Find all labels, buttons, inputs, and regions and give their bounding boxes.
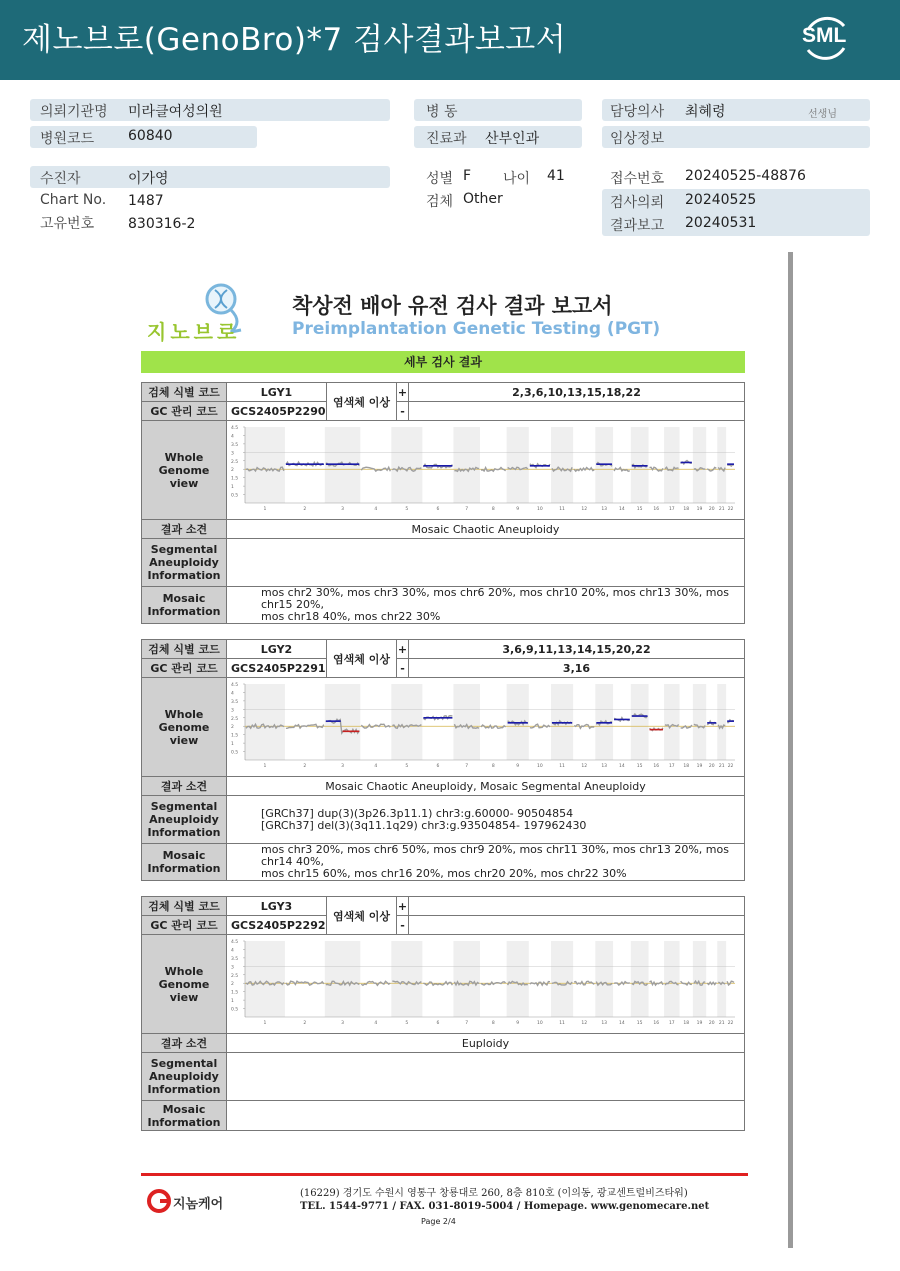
y-tick-label: 0.5 [231,1007,239,1013]
clinical-label: 임상정보 [610,131,665,147]
finding-value: Mosaic Chaotic Aneuploidy [227,520,745,539]
mosaic-line: mos chr3 20%, mos chr6 50%, mos chr9 20%, mos chr11 30%, mos chr13 20%, mos chr14 40%, [261,843,729,868]
chromosome-label: 8 [491,507,495,512]
ward-label: 병 동 [426,104,458,120]
chromosome-label: 2 [303,1021,307,1026]
name-label: 수진자 [40,171,81,187]
y-tick-label: 2 [231,468,234,474]
chromosome-band [693,941,706,1017]
mosaic-line: mos chr18 40%, mos chr22 30% [261,610,441,623]
chromosome-label: 4 [374,507,378,512]
chromosome-label: 5 [405,1021,409,1026]
loss-sign: - [397,402,409,421]
chromosome-label: 8 [491,764,495,769]
segmental-label [142,796,227,844]
chromosome-label: 10 [537,1021,543,1026]
chromosome-label: 17 [668,1021,675,1026]
whole-genome-chart [229,680,743,774]
chromosome-band [693,684,706,760]
sex-value: F [463,168,472,184]
report-date-value: 20240531 [685,215,757,231]
finding-value: Euploidy [227,1034,745,1053]
chromosome-label: 13 [601,1021,608,1026]
receipt-value: 20240525-48876 [685,168,806,184]
chromosome-label: 1 [263,507,267,512]
y-tick-label: 4 [231,434,234,440]
chromosome-label: 13 [601,764,608,769]
y-tick-label: 4.5 [231,426,239,431]
sex-label: 성별 [426,171,454,187]
y-tick-label: 3 [231,451,234,457]
chromosome-label: 10 [537,764,543,769]
whole-genome-chart-cell [227,678,745,777]
institution-value: 미라클여성의원 [128,104,223,120]
chromosome-band [325,684,360,760]
loss-chromosomes [409,916,745,935]
whole-genome-chart [229,423,743,517]
age-label: 나이 [503,171,531,187]
y-tick-label: 1.5 [231,476,239,482]
chromosome-label: 15 [636,1021,643,1026]
section-header: 세부 검사 결과 [141,351,745,373]
specimen-label: 검체 [426,194,454,210]
whole-genome-line1: Whole [164,450,204,464]
y-tick-label: 3.5 [231,956,239,962]
chromosome-label: 12 [581,507,588,512]
chromosome-label: 16 [653,507,660,512]
chromosome-label: 9 [516,507,520,512]
chromosome-band [664,684,680,760]
segmental-line: [GRCh37] del(3)(3q11.1q29) chr3:g.93504854- 197962430 [261,818,587,832]
mosaic-value [227,844,745,881]
chromosome-label: 20 [708,1021,715,1026]
sml-logo-text: SML [802,24,847,47]
gc-code-label: GC 관리 코드 [142,402,227,421]
abnormality-label: 염색체 이상 [327,383,397,421]
whole-genome-label [142,678,227,777]
gc-code: GCS2405P2292 [227,916,327,935]
mosaic-label-line1: Mosaic [162,1102,206,1116]
sample-code-label: 검체 식별 코드 [142,640,227,659]
genobro-logo [145,282,255,344]
chromosome-band [664,941,680,1017]
finding-label: 결과 소견 [142,1034,227,1053]
whole-genome-line3: view [169,733,199,747]
segmental-label [142,1053,227,1101]
chromosome-label: 6 [436,1021,440,1026]
chromosome-band [391,941,422,1017]
chromosome-band [595,941,613,1017]
finding-label: 결과 소견 [142,777,227,796]
chromosome-label: 12 [581,764,588,769]
whole-genome-line2: Genome [158,720,210,734]
segmental-label-line1: Segmental [150,800,218,813]
gain-sign: + [397,383,409,402]
request-value: 20240525 [685,192,757,208]
chromosome-label: 15 [636,764,643,769]
chromosome-label: 20 [708,764,715,769]
y-tick-label: 1.5 [231,990,239,996]
chart-no-label: Chart No. [40,192,107,208]
genomecare-g-icon [146,1188,172,1214]
loss-sign: - [397,659,409,678]
y-tick-label: 2.5 [231,716,239,722]
whole-genome-line1: Whole [164,707,204,721]
y-tick-label: 0.5 [231,750,239,756]
chromosome-label: 2 [303,507,307,512]
chromosome-label: 19 [696,507,703,512]
mosaic-label-line2: Information [147,862,221,875]
y-tick-label: 4 [231,691,234,697]
whole-genome-chart-cell [227,935,745,1034]
chromosome-label: 4 [374,764,378,769]
chromosome-band [453,427,480,503]
segmental-line: [GRCh37] dup(3)(3p26.3p11.1) chr3:g.60000- 90504854 [261,806,574,820]
finding-value: Mosaic Chaotic Aneuploidy, Mosaic Segmental Aneuploidy [227,777,745,796]
gc-code: GCS2405P2291 [227,659,327,678]
chromosome-label: 9 [516,764,520,769]
segmental-label-line3: Information [147,826,221,839]
report-date-label: 결과보고 [610,218,665,234]
abnormality-label: 염색체 이상 [327,897,397,935]
gc-code: GCS2405P2290 [227,402,327,421]
chromosome-label: 22 [727,507,734,512]
chromosome-label: 11 [559,764,565,769]
chromosome-band [453,941,480,1017]
genomecare-name: 지놈케어 [173,1197,224,1212]
header-bar [0,0,900,80]
chromosome-label: 3 [341,1021,344,1026]
sample-table [141,639,745,881]
segmental-label [142,539,227,587]
chromosome-label: 7 [465,507,469,512]
chromosome-band [245,684,285,760]
chromosome-label: 19 [696,1021,703,1026]
whole-genome-label [142,421,227,520]
y-tick-label: 4.5 [231,683,239,688]
y-tick-label: 0.5 [231,493,239,499]
chromosome-label: 17 [668,764,675,769]
chromosome-label: 14 [619,764,625,769]
y-tick-label: 2.5 [231,973,239,979]
y-tick-label: 3 [231,708,234,714]
name-row [30,166,390,188]
doctor-suffix: 선생님 [808,109,837,120]
y-tick-label: 1 [231,999,234,1005]
sample-code-label: 검체 식별 코드 [142,897,227,916]
age-value: 41 [547,168,565,184]
chromosome-label: 12 [581,1021,588,1026]
chromosome-band [507,941,529,1017]
segmental-label-line3: Information [147,1083,221,1096]
chromosome-label: 3 [341,764,344,769]
chromosome-band [391,427,422,503]
chromosome-label: 22 [727,764,734,769]
mosaic-label-line2: Information [147,605,221,618]
segmental-label-line3: Information [147,569,221,582]
chromosome-label: 21 [718,1021,725,1026]
chromosome-band [453,684,480,760]
mosaic-value [227,1101,745,1131]
whole-genome-line3: view [169,476,199,490]
gain-sign: + [397,897,409,916]
y-tick-label: 1.5 [231,733,239,739]
chromosome-band [717,427,726,503]
y-tick-label: 2 [231,982,234,988]
chromosome-label: 13 [601,507,608,512]
y-tick-label: 4.5 [231,940,239,945]
request-label: 검사의뢰 [610,195,665,211]
gain-chromosomes: 3,6,9,11,13,14,15,20,22 [409,640,745,659]
chromosome-label: 21 [718,507,725,512]
chromosome-band [551,941,573,1017]
chromosome-label: 1 [263,764,267,769]
institution-label: 의뢰기관명 [40,104,108,120]
loss-chromosomes [409,402,745,421]
sample-code-label: 검체 식별 코드 [142,383,227,402]
page-number: Page 2/4 [421,1217,456,1226]
chromosome-band [631,684,649,760]
chart-no-value: 1487 [128,193,164,209]
sample-code: LGY2 [227,640,327,659]
chromosome-label: 20 [708,507,715,512]
name-value: 이가영 [128,171,169,187]
chromosome-label: 5 [405,764,409,769]
mosaic-label-line2: Information [147,1115,221,1129]
page-title: 제노브로(GenoBro)*7 검사결과보고서 [22,22,567,58]
mosaic-label-line1: Mosaic [162,592,206,605]
whole-genome-line2: Genome [158,463,210,477]
footer-address [300,1187,709,1213]
vertical-scrollbar[interactable] [788,252,793,1248]
y-tick-label: 3 [231,965,234,971]
chromosome-label: 1 [263,1021,267,1026]
mosaic-label [142,844,227,881]
chromosome-label: 3 [341,507,344,512]
report-title: 착상전 배아 유전 검사 결과 보고서 [292,294,613,318]
gc-code-label: GC 관리 코드 [142,916,227,935]
segmental-label-line2: Aneuploidy [149,1070,219,1083]
y-tick-label: 1 [231,485,234,491]
whole-genome-line3: view [169,990,199,1004]
mosaic-label-line1: Mosaic [162,849,206,862]
chromosome-band [507,427,529,503]
chromosome-label: 16 [653,764,660,769]
chromosome-label: 2 [303,764,307,769]
finding-label: 결과 소견 [142,520,227,539]
chromosome-label: 14 [619,1021,625,1026]
chromosome-band [391,684,422,760]
y-tick-label: 4 [231,948,234,954]
gain-chromosomes: 2,3,6,10,13,15,18,22 [409,383,745,402]
chromosome-label: 5 [405,507,409,512]
chromosome-band [717,941,726,1017]
chromosome-band [245,427,285,503]
sample-table [141,382,745,624]
mosaic-label [142,587,227,624]
dept-value: 산부인과 [485,131,540,147]
chromosome-label: 14 [619,507,625,512]
chromosome-label: 10 [537,507,543,512]
y-tick-label: 1 [231,742,234,748]
y-tick-label: 3.5 [231,699,239,705]
chromosome-label: 11 [559,507,565,512]
gain-sign: + [397,640,409,659]
copy-number-trace [481,725,506,728]
id-value: 830316-2 [128,216,196,232]
chromosome-label: 8 [491,1021,495,1026]
y-tick-label: 3.5 [231,442,239,448]
whole-genome-line1: Whole [164,964,204,978]
chromosome-band [693,427,706,503]
segmental-label-line1: Segmental [150,543,218,556]
segmental-label-line2: Aneuploidy [149,556,219,569]
whole-genome-chart [229,937,743,1031]
sample-code: LGY1 [227,383,327,402]
mosaic-line: mos chr2 30%, mos chr3 30%, mos chr6 20%, mos chr10 20%, mos chr13 30%, mos chr15 20%, [261,586,729,611]
chromosome-band [245,941,285,1017]
whole-genome-label [142,935,227,1034]
loss-sign: - [397,916,409,935]
y-tick-label: 2 [231,725,234,731]
chromosome-label: 21 [718,764,725,769]
contact-line: TEL. 1544-9771 / FAX. 031-8019-5004 / Homepage. www.genomecare.net [300,1201,710,1212]
doctor-value: 최혜령 [685,104,726,120]
chromosome-label: 16 [653,1021,660,1026]
segmental-value [227,796,745,844]
sml-logo [800,12,852,64]
report-subtitle: Preimplantation Genetic Testing (PGT) [292,319,661,339]
abnormality-label: 염색체 이상 [327,640,397,678]
chromosome-band [551,427,573,503]
chromosome-label: 4 [374,1021,378,1026]
whole-genome-line2: Genome [158,977,210,991]
chromosome-label: 11 [559,1021,565,1026]
footer-divider [141,1173,748,1176]
chromosome-label: 7 [465,764,469,769]
address-line: (16229) 경기도 수원시 영통구 창룡대로 260, 8층 810호 (이의동, 광교센트럴비즈타워) [300,1188,688,1199]
specimen-value: Other [463,191,503,207]
hospital-code-label: 병원코드 [40,131,95,147]
y-tick-label: 2.5 [231,459,239,465]
mosaic-value [227,587,745,624]
doctor-label: 담당의사 [610,104,665,120]
gc-code-label: GC 관리 코드 [142,659,227,678]
gain-chromosomes [409,897,745,916]
id-label: 고유번호 [40,216,95,232]
sample-table [141,896,745,1131]
chromosome-label: 6 [436,764,440,769]
chromosome-band [325,941,360,1017]
chromosome-label: 18 [683,764,690,769]
chromosome-label: 22 [727,1021,734,1026]
loss-chromosomes: 3,16 [409,659,745,678]
hospital-code-value: 60840 [128,128,173,144]
chromosome-label: 18 [683,507,690,512]
genobro-brand: 지노브로 [147,320,241,344]
sample-code: LGY3 [227,897,327,916]
chromosome-band [664,427,680,503]
chromosome-label: 18 [683,1021,690,1026]
mosaic-label [142,1101,227,1131]
chromosome-band [631,941,649,1017]
segmental-value [227,1053,745,1101]
chromosome-label: 7 [465,1021,469,1026]
copy-number-trace [727,465,734,466]
segmental-value [227,539,745,587]
mosaic-line: mos chr15 60%, mos chr16 20%, mos chr20 20%, mos chr22 30% [261,867,627,880]
chromosome-label: 17 [668,507,675,512]
whole-genome-chart-cell [227,421,745,520]
receipt-label: 접수번호 [610,171,665,187]
segmental-label-line2: Aneuploidy [149,813,219,826]
chromosome-label: 6 [436,507,440,512]
segmental-label-line1: Segmental [150,1057,218,1070]
chromosome-label: 9 [516,1021,520,1026]
chromosome-label: 19 [696,764,703,769]
dept-label: 진료과 [426,131,467,147]
chromosome-band [717,684,726,760]
chromosome-label: 15 [636,507,643,512]
